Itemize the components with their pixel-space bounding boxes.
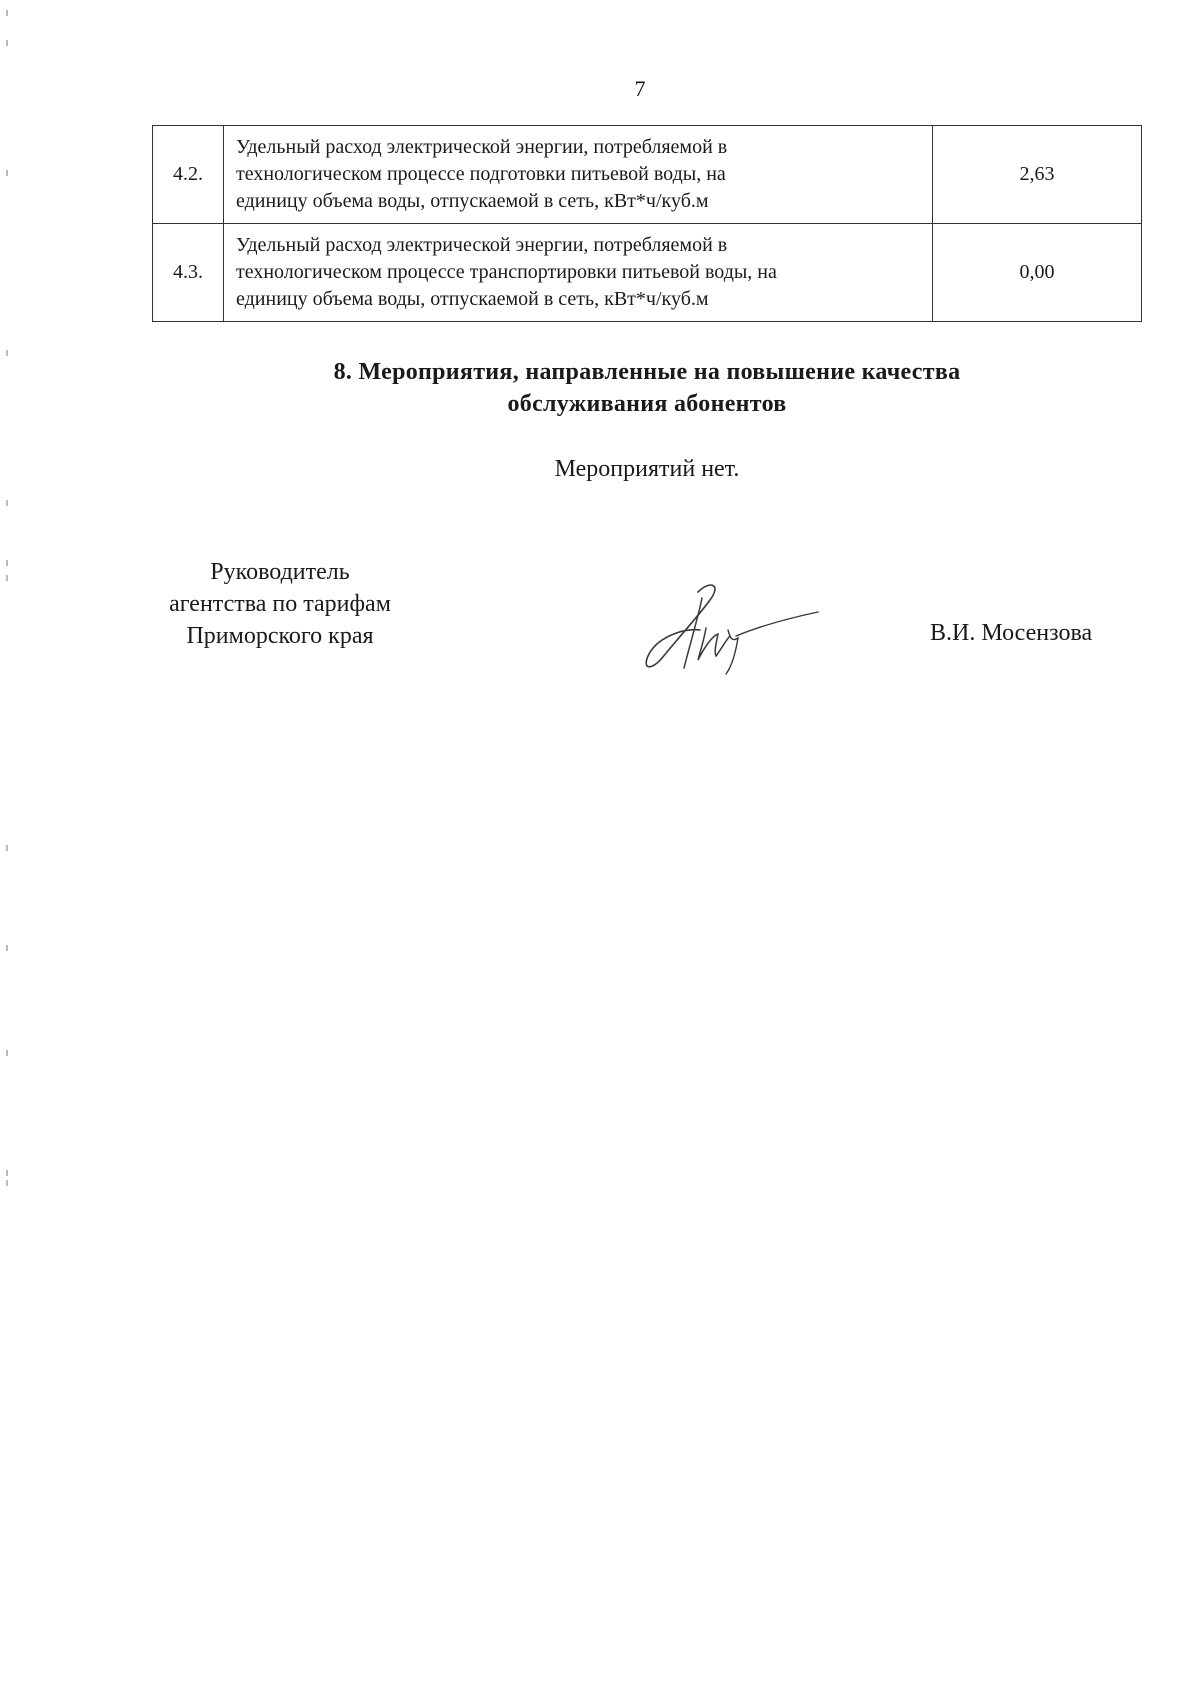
scan-edge-marks: [6, 0, 10, 1698]
page-number: 7: [634, 76, 646, 101]
signer-position-line: Руководитель: [210, 559, 350, 585]
table-row: [153, 224, 1142, 322]
description-line: технологическом процессе транспортировки питьевой воды, на: [236, 261, 777, 283]
table-row: [153, 126, 1142, 224]
description-line: технологическом процессе подготовки питьевой воды, на: [236, 163, 726, 185]
handwritten-signature: [640, 578, 820, 678]
description-line: единицу объема воды, отпускаемой в сеть, кВт*ч/куб.м: [236, 288, 709, 310]
section-heading-line: обслуживания абонентов: [507, 391, 787, 417]
description-line: единицу объема воды, отпускаемой в сеть, кВт*ч/куб.м: [236, 190, 709, 212]
section-heading: [152, 356, 1142, 420]
description-line: Удельный расход электрической энергии, потребляемой в: [236, 136, 728, 158]
row-description: [224, 126, 933, 224]
row-value: 2,63: [933, 126, 1142, 224]
metrics-table: [152, 125, 1142, 322]
signer-name: В.И. Мосензова: [930, 620, 1093, 646]
row-description: [224, 224, 933, 322]
description-line: Удельный расход электрической энергии, потребляемой в: [236, 234, 728, 256]
section-body: Мероприятий нет.: [554, 456, 740, 482]
signer-position: [130, 556, 430, 652]
signer-position-line: Приморского края: [186, 623, 374, 649]
row-number: 4.2.: [153, 126, 224, 224]
signer-position-line: агентства по тарифам: [169, 591, 391, 617]
row-value: 0,00: [933, 224, 1142, 322]
section-heading-line: 8. Мероприятия, направленные на повышение качества: [333, 359, 961, 385]
row-number: 4.3.: [153, 224, 224, 322]
